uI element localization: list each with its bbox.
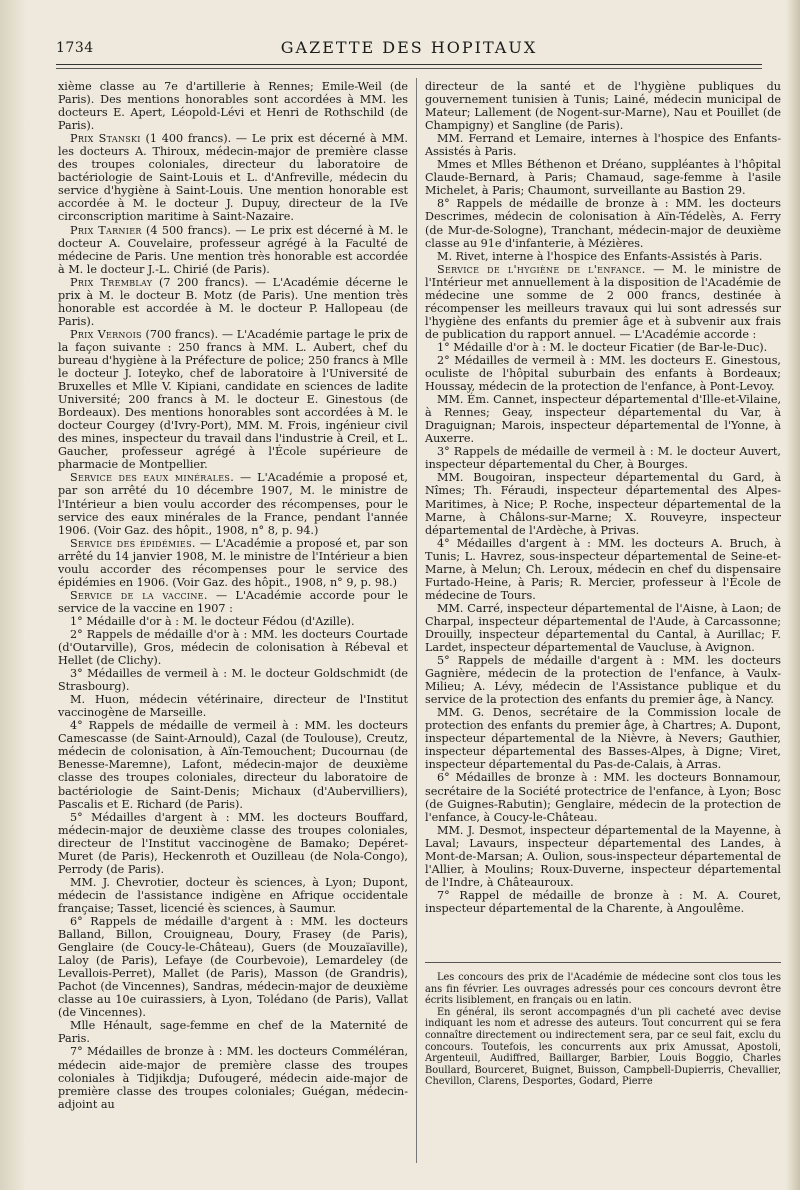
paragraph-text: En général, ils seront accompagnés d'un pli cacheté avec devise indiquant les nom et adresse des auteurs. Tout concurrent qui se fera connaître directement ou indirectement sera, par ce seul fait, exclu du concours. Toutefois, les concurrents aux prix Amussat, Apostoli, Argenteuil, Audiffred, Baillarger, Barbier, Louis Boggio, Charles Boullard, Bourceret, Buignet, Buisson, Campbell-Dupierris, Chevallier, Chevillon, Clarens, Desportes, Godard, Pierre <box>425 1006 781 1088</box>
paragraph-text: xième classe au 7e d'artillerie à Rennes; Emile-Weil (de Paris). Des mentions honorables sont accordées à MM. les docteurs E. Apert, Léopold-Lévi et Henri de Rothschild (de Paris). <box>58 80 408 133</box>
paragraph-text: — L'Académie a proposé et, par son arrêté du 14 janvier 1908, M. le ministre de l'Intérieur a bien voulu accorder des récompenses pour le service des épidémies en 1906. (Voir Gaz. des hôpit., 1908, n° 9, p. 98.) <box>58 536 409 589</box>
paragraph-text: 5° Médailles d'argent à : MM. les docteurs Bouffard, médecin-major de deuxième classe des troupes coloniales, directeur de l'Institut vaccinogène de Bamako; Depéret-Muret (de Paris), Heckenroth et Ouzilleau (de Nola-Congo), Perrody (de Paris). <box>58 810 408 876</box>
paragraph-text: MM. Ém. Cannet, inspecteur départemental d'Ille-et-Vilaine, à Rennes; Geay, inspecteur départemental du Var, à Draguignan; Marois, inspecteur départemental de l'Yonne, à Auxerre. <box>425 393 781 446</box>
binding-shadow <box>0 0 26 1190</box>
paragraph-text: MM. Ferrand et Lemaire, internes à l'hospice des Enfants-Assistés à Paris. <box>425 132 781 159</box>
paragraph <box>58 80 408 132</box>
paragraph-text: (7 200 francs). — L'Académie décerne le prix à M. le docteur B. Motz (de Paris). Une mention très honorable est accordée à M. le docteur P. Hallopeau (de Paris). <box>58 275 409 328</box>
paragraph <box>425 771 781 823</box>
notice-rule <box>425 962 781 963</box>
paragraph-text: — M. le ministre de l'Intérieur met annuellement à la disposition de l'Académie de médecine une somme de 2 000 francs, destinée à récompenser les meilleurs travaux qui lui sont adressés sur l'hygiène des enfants du premier âge et à subvenir aux frais de publication du rapport annuel. — L'Académie accorde : <box>425 262 782 341</box>
section-lead: Service des épidémies. <box>70 536 196 550</box>
paragraph <box>425 197 781 249</box>
paragraph <box>425 889 781 915</box>
paragraph <box>425 654 781 706</box>
paragraph <box>425 1007 781 1088</box>
paragraph-text: M. Rivet, interne à l'hospice des Enfants-Assistés à Paris. <box>437 249 763 263</box>
paragraph <box>58 615 408 628</box>
paragraph-text: 6° Médailles de bronze à : MM. les docteurs Bonnamour, secrétaire de la Société protectrice de l'enfance, à Lyon; Bosc (de Guignes-Rabutin); Genglaire, médecin de la protection de l'enfance, à Coucy-le-Château. <box>425 771 781 824</box>
paragraph <box>58 693 408 719</box>
paragraph-text: Les concours des prix de l'Académie de médecine sont clos tous les ans fin février. Les ouvrages adressés pour ces concours devront être écrits lisiblement, en français ou en latin. <box>425 972 781 1007</box>
header-rule-thin <box>56 68 762 69</box>
paragraph-text: (1 400 francs). — Le prix est décerné à MM. les docteurs A. Thiroux, médecin-major de première classe des troupes coloniales, directeur du laboratoire de bactériologie de Saint-Louis et L. d'Anfreville, médecin du service d'hygiène à Saint-Louis. Une mention honorable est accordée à M. le docteur J. Dupuy, directeur de la IVe circonscription maritime à Saint-Nazaire. <box>58 132 408 224</box>
paragraph-text: (4 500 francs). — Le prix est décerné à M. le docteur A. Couvelaire, professeur agrégé à la Faculté de médecine de Paris. Une mention très honorable est accordée à M. le docteur J.-L. Chirié (de Paris). <box>58 223 408 276</box>
paragraph-text: MM. G. Denos, secrétaire de la Commission locale de protection des enfants du premier âge, à Chartres; A. Dupont, inspecteur départemental de la Nièvre, à Nevers; Gauthier, inspecteur départemental des Basses-Alpes, à Digne; Viret, inspecteur départemental du Pas-de-Calais, à Arras. <box>425 706 781 772</box>
section-lead: Prix Vernois <box>70 327 142 341</box>
paragraph <box>58 1019 408 1045</box>
section-lead: Prix Stanski <box>70 132 141 146</box>
paragraph-text: 4° Rappels de médaille de vermeil à : MM. les docteurs Camescasse (de Saint-Arnould), Cazal (de Toulouse), Creutz, médecin de colonisation, à Aïn-Temouchent; Ducournau (de Benesse-Maremne), Lafont, médecin-major de deuxième classe des troupes coloniales, directeur du laboratoire de bactériologie de Saint-Denis; Michaux (d'Aubervilliers), Pascalis et E. Richard (de Paris). <box>58 719 408 811</box>
paragraph-text: directeur de la santé et de l'hygiène publiques du gouvernement tunisien à Tunis; Lainé, médecin municipal de Mateur; Lallement (de Nogent-sur-Marne), Nau et Pouillet (de Champigny) et Sangline (de Paris). <box>425 80 781 133</box>
paragraph <box>58 628 408 667</box>
paragraph <box>58 719 408 810</box>
column-separator <box>416 78 417 1163</box>
paragraph <box>425 824 781 889</box>
paragraph-text: 2° Rappels de médaille d'or à : MM. les docteurs Courtade (d'Outarville), Gros, médecin de colonisation à Rébeval et Hellet (de Clichy). <box>58 627 408 668</box>
paragraph-text: Mlle Hénault, sage-femme en chef de la Maternité de Paris. <box>58 1019 408 1046</box>
paragraph-text: MM. J. Desmot, inspecteur départemental de la Mayenne, à Laval; Lavaurs, inspecteur départemental des Landes, à Mont-de-Marsan; A. Oulion, sous-inspecteur départemental de l'Allier, à Moulins; Roux-Duverne, inspecteur départemental de l'Indre, à Châteauroux. <box>425 823 781 889</box>
paragraph <box>58 537 408 589</box>
paragraph-text: 8° Rappels de médaille de bronze à : MM. les docteurs Descrimes, médecin de colonisation à Aïn-Tédelès, A. Ferry (de Mur-de-Sologne), Tranchant, médecin-major de deuxième classe au 91e d'infanterie, à Mézières. <box>425 197 781 250</box>
page-header <box>56 38 762 62</box>
paragraph <box>58 224 408 276</box>
paragraph <box>425 341 781 354</box>
paragraph <box>425 602 781 654</box>
paragraph-text: 4° Médailles d'argent à : MM. les docteurs A. Bruch, à Tunis; L. Havrez, sous-inspecteur départemental de Seine-et-Marne, à Melun; Ch. Leroux, médecin en chef du dispensaire Furtado-Heine, à Paris; R. Mercier, professeur à l'École de médecine de Tours. <box>425 536 781 602</box>
paragraph-text: 3° Rappels de médaille de vermeil à : M. le docteur Auvert, inspecteur départemental du Cher, à Bourges. <box>425 445 781 472</box>
paragraph <box>425 354 781 393</box>
paragraph <box>58 811 408 876</box>
journal-title: GAZETTE DES HOPITAUX <box>280 38 538 57</box>
paragraph <box>58 276 408 328</box>
paragraph <box>58 1045 408 1110</box>
paragraph <box>425 445 781 471</box>
paragraph-text: 7° Rappel de médaille de bronze à : M. A. Couret, inspecteur départemental de la Charente, à Angoulême. <box>425 888 781 915</box>
paragraph-text: M. Huon, médecin vétérinaire, directeur de l'Institut vaccinogène de Marseille. <box>58 693 408 720</box>
section-lead: Service des eaux minérales. <box>70 471 235 485</box>
paragraph-text: — L'Académie accorde pour le service de la vaccine en 1907 : <box>58 588 408 615</box>
paragraph <box>58 876 408 915</box>
paragraph <box>425 706 781 771</box>
paragraph <box>58 667 408 693</box>
paragraph <box>425 537 781 602</box>
paragraph-text: 7° Médailles de bronze à : MM. les docteurs Comméléran, médecin aide-major de première classe des troupes coloniales à Tidjikdja; Dufougeré, médecin aide-major de première classe des troupes coloniales; Guégan, médecin-adjoint au <box>58 1045 408 1111</box>
right-column <box>425 80 781 915</box>
paragraph-text: Mmes et Mlles Béthenon et Dréano, suppléantes à l'hôpital Claude-Bernard, à Paris; Chamaud, sage-femme à l'asile Michelet, à Paris; Chaumont, surveillante au Bastion 29. <box>425 158 781 198</box>
paragraph-text: 1° Médaille d'or à : M. le docteur Fédou (d'Azille). <box>70 614 355 628</box>
paragraph-text: 1° Médaille d'or à : M. le docteur Ficatier (de Bar-le-Duc). <box>437 340 768 354</box>
paragraph-text: 6° Rappels de médaille d'argent à : MM. les docteurs Balland, Billon, Crouigneau, Doury, Frasey (de Paris), Genglaire (de Coucy-le-Château), Guers (de Mouzaïaville), Laloy (de Paris), Lefaye (de Courbevoie), Lemardeley (de Levallois-Perret), Mallet (de Paris), Masson (de Grandris), Pachot (de Vincennes), Sandras, médecin-major de deuxième classe au 10e cuirassiers, à Lyon, Tolédano (de Paris), Vallat (de Vincennes). <box>58 915 408 1020</box>
paragraph <box>425 250 781 263</box>
paragraph-text: (700 francs). — L'Académie partage le prix de la façon suivante : 250 francs à MM. L. Aubert, chef du bureau d'hygiène à la Préfecture de police; 250 francs à Mlle le docteur J. Ioteyko, chef de laboratoire à l'Université de Bruxelles et Mlle V. Kipiani, candidate en sciences de ladite Université; 200 francs à M. le docteur E. Ginestous (de Bordeaux). Des mentions honorables sont accordées à M. le docteur Courgey (d'Ivry-Port), MM. M. Frois, ingénieur civil des mines, inspecteur du travail dans l'industrie à Creil, et L. Gaucher, professeur agrégé à l'École supérieure de pharmacie de Montpellier. <box>58 327 408 472</box>
paragraph <box>425 132 781 158</box>
paragraph <box>58 328 408 472</box>
paragraph-text: MM. Carré, inspecteur départemental de l'Aisne, à Laon; de Charpal, inspecteur départemental de l'Aude, à Carcassonne; Drouilly, inspecteur départemental du Cantal, à Aurillac; F. Lardet, inspecteur départemental de Vaucluse, à Avignon. <box>425 601 781 655</box>
paragraph <box>425 80 781 132</box>
section-lead: Service de la vaccine. <box>70 588 208 602</box>
header-rule <box>56 64 762 65</box>
concours-notice <box>425 972 781 1088</box>
paragraph <box>425 158 781 197</box>
paragraph-text: MM. Bougoiran, inspecteur départemental du Gard, à Nîmes; Th. Féraudi, inspecteur départemental des Alpes-Maritimes, à Nice; P. Roche, inspecteur départemental de la Marne, à Châlons-sur-Marne; X. Rouveyre, inspecteur départemental de l'Ardèche, à Privas. <box>425 471 781 537</box>
page-edge-shadow <box>786 0 800 1190</box>
paragraph <box>58 589 408 615</box>
section-lead: Service de l'hygiène de l'enfance. <box>437 262 646 276</box>
paragraph <box>58 132 408 223</box>
paragraph <box>58 471 408 536</box>
paragraph-text: 5° Rappels de médaille d'argent à : MM. les docteurs Gagnière, médecin de la protection de l'enfance, à Vaulx-Milieu; A. Lévy, médecin de l'Assistance publique et du service de la protection des enfants du premier âge, à Nancy. <box>425 654 781 707</box>
page-number: 1734 <box>56 40 94 56</box>
paragraph-text: — L'Académie a proposé et, par son arrêté du 10 décembre 1907, M. le ministre de l'Intérieur a bien voulu accorder des récompenses, pour le service des eaux minérales de la France, pendant l'année 1906. (Voir Gaz. des hôpit., 1908, n° 8, p. 94.) <box>58 471 408 537</box>
section-lead: Prix Tarnier <box>70 223 142 237</box>
paragraph-text: 2° Médailles de vermeil à : MM. les docteurs E. Ginestous, oculiste de l'hôpital suburbain des enfants à Bordeaux; Houssay, médecin de la protection de l'enfance, à Pont-Levoy. <box>425 353 781 394</box>
paragraph-text: 3° Médailles de vermeil à : M. le docteur Goldschmidt (de Strasbourg). <box>58 667 408 694</box>
paragraph <box>425 263 781 341</box>
paragraph <box>58 915 408 1019</box>
paragraph <box>425 471 781 536</box>
paragraph <box>425 972 781 1007</box>
paragraph-text: MM. J. Chevrotier, docteur ès sciences, à Lyon; Dupont, médecin de l'assistance indigène en Afrique occidentale française; Tasset, licencié ès sciences, à Saumur. <box>58 875 408 915</box>
paragraph <box>425 393 781 445</box>
left-column <box>58 80 408 1111</box>
section-lead: Prix Tremblay <box>70 275 153 289</box>
